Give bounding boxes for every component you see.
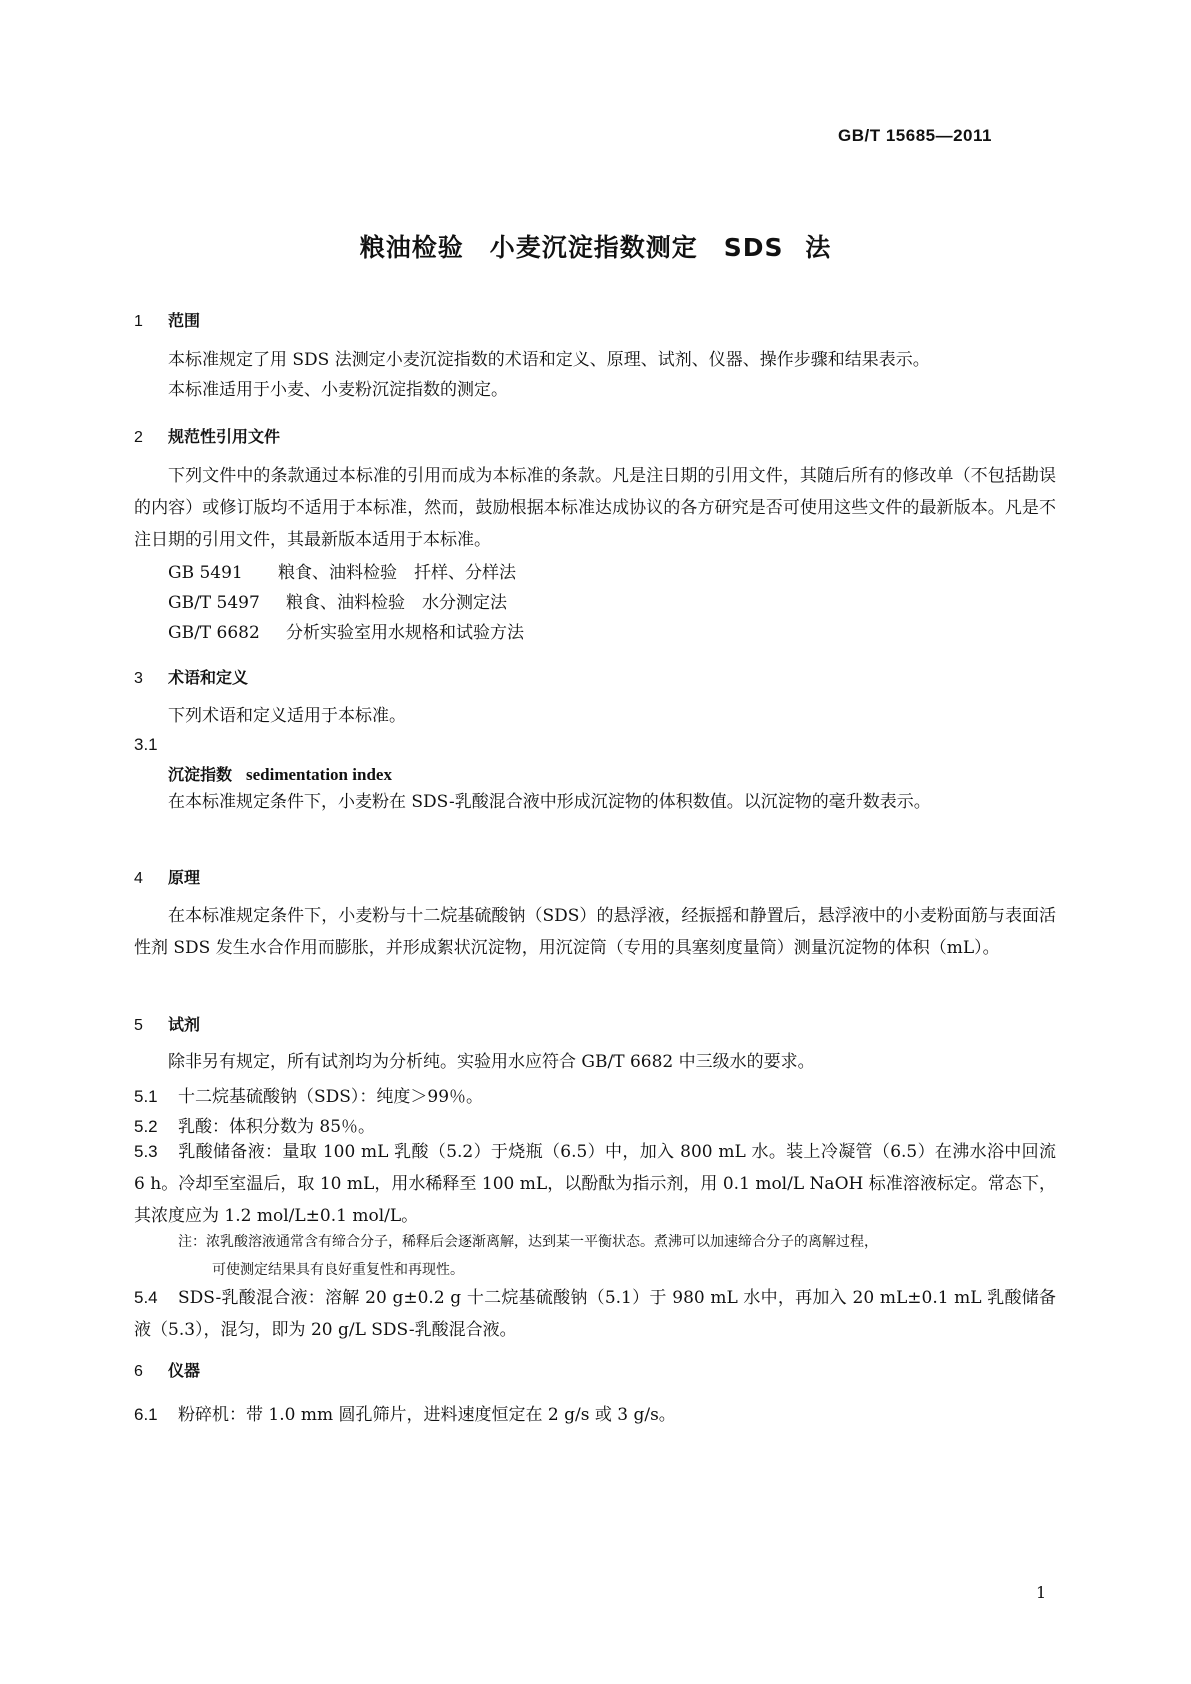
reference-code: GB/T 5497 <box>168 593 260 613</box>
section-1-paragraph-1: 本标准规定了用 SDS 法测定小麦沉淀指数的术语和定义、原理、试剂、仪器、操作步骤和结果表示。 <box>168 350 930 370</box>
section-5-heading <box>134 1012 200 1035</box>
reference-code: GB 5491 <box>168 563 243 583</box>
section-title: 仪器 <box>168 1361 201 1380</box>
reference-code: GB/T 6682 <box>168 623 260 643</box>
reference-item <box>168 558 516 583</box>
reference-item <box>168 618 524 643</box>
clause-6-1: 6.1 粉碎机：带 1.0 mm 圆孔筛片，进料速度恒定在 2 g/s 或 3 g/s。 <box>134 1405 676 1425</box>
section-title: 原理 <box>168 868 201 887</box>
clause-5-2: 5.2 乳酸：体积分数为 85％。 <box>134 1117 376 1137</box>
term-heading <box>168 762 392 785</box>
section-number: 4 <box>134 870 143 887</box>
section-2-paragraph: 下列文件中的条款通过本标准的引用而成为本标准的条款。凡是注日期的引用文件，其随后所有的修改单（不包括勘误的内容）或修订版均不适用于本标准，然而，鼓励根据本标准达成协议的各方研究是否可使用这些文件的最新版本。凡是不注日期的引用文件，其最新版本适用于本标准。 <box>134 466 1056 550</box>
document-title: 粮油检验 小麦沉淀指数测定 SDS 法 <box>359 233 832 262</box>
page-number: 1 <box>1036 1583 1047 1602</box>
section-number: 6 <box>134 1363 143 1380</box>
section-title: 范围 <box>168 311 201 330</box>
reference-item <box>168 588 507 613</box>
section-5-paragraph: 除非另有规定，所有试剂均为分析纯。实验用水应符合 GB/T 6682 中三级水的要求。 <box>168 1052 815 1072</box>
section-number: 2 <box>134 429 143 446</box>
section-number: 3 <box>134 670 143 687</box>
clause-3-1-number: 3.1 <box>134 735 158 754</box>
reference-title: 粮食、油料检验 扦样、分样法 <box>278 563 516 583</box>
section-3-heading <box>134 665 248 688</box>
section-1-heading <box>134 308 200 331</box>
section-number: 1 <box>134 313 143 330</box>
note-label: 注： <box>178 1234 206 1250</box>
clause-5-4: 5.4 SDS-乳酸混合液：溶解 20 g±0.2 g 十二烷基硫酸钠（5.1）于 980 mL 水中，再加入 20 mL±0.1 mL 乳酸储备液（5.3），混匀，即为 20 g/L SDS-乳酸混合液。 <box>134 1288 1056 1340</box>
clause-5-3: 5.3 乳酸储备液：量取 100 mL 乳酸（5.2）于烧瓶（6.5）中，加入 800 mL 水。装上冷凝管（6.5）在沸水浴中回流 6 h。冷却至室温后，取 10 mL，用水稀释至 100 mL，以酚酞为指示剂，用 0.1 mol/L NaOH 标准溶液标定。常态下，其浓度应为 1.2 mol/L±0.1 mol/L。 <box>134 1142 1056 1226</box>
section-4-paragraph: 在本标准规定条件下，小麦粉与十二烷基硫酸钠（SDS）的悬浮液，经振摇和静置后，悬浮液中的小麦粉面筋与表面活性剂 SDS 发生水合作用而膨胀，并形成絮状沉淀物，用沉淀筒（专用的具塞刻度量筒）测量沉淀物的体积（mL）。 <box>134 906 1056 958</box>
reference-title: 粮食、油料检验 水分测定法 <box>286 593 507 613</box>
note <box>178 1228 1056 1284</box>
section-4-heading <box>134 865 200 888</box>
clause-5-1: 5.1 十二烷基硫酸钠（SDS）：纯度＞99％。 <box>134 1087 484 1107</box>
reference-title: 分析实验室用水规格和试验方法 <box>286 623 524 643</box>
section-2-heading <box>134 424 280 447</box>
section-title: 规范性引用文件 <box>168 427 281 446</box>
section-title: 术语和定义 <box>168 668 249 687</box>
section-title: 试剂 <box>168 1015 201 1034</box>
section-number: 5 <box>134 1017 143 1034</box>
section-1-paragraph-2: 本标准适用于小麦、小麦粉沉淀指数的测定。 <box>168 380 508 400</box>
section-6-heading <box>134 1358 200 1381</box>
term-definition: 在本标准规定条件下，小麦粉在 SDS-乳酸混合液中形成沉淀物的体积数值。以沉淀物的毫升数表示。 <box>168 792 931 812</box>
term-english: sedimentation index <box>246 765 392 784</box>
note-line-2: 可使测定结果具有良好重复性和再现性。 <box>212 1262 464 1278</box>
term-chinese: 沉淀指数 <box>168 765 233 784</box>
standard-number: GB/T 15685—2011 <box>838 126 992 145</box>
section-3-paragraph: 下列术语和定义适用于本标准。 <box>168 706 406 726</box>
note-line-1: 浓乳酸溶液通常含有缔合分子，稀释后会逐渐离解，达到某一平衡状态。煮沸可以加速缔合分子的离解过程， <box>206 1234 878 1250</box>
